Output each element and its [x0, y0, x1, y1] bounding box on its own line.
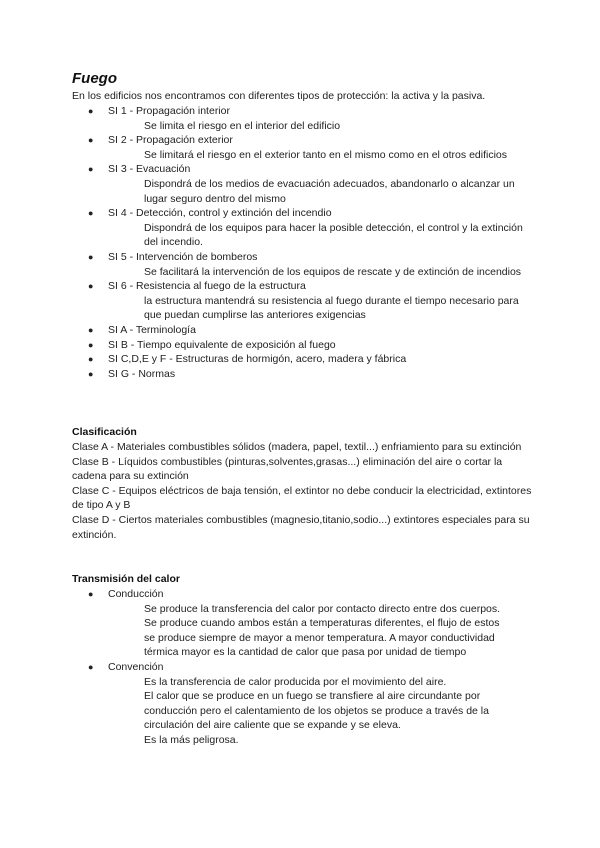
list-item: ● Conducción Se produce la transferencia del calor por contacto directo entre dos cuerpos. Se produce cuando ambos están a temperaturas diferentes, el flujo de estos se produce siempre de mayor a menor temperatura. A mayor conductividad térmica mayor es la cantidad de calor que pasa por unidad de tiempo [88, 588, 501, 659]
bullet-icon: ● [88, 324, 94, 335]
clasificacion-heading: Clasificación [72, 426, 137, 438]
list-item: ● SI 1 - Propagación interior Se limita el riesgo en el interior del edificio [88, 105, 341, 132]
bullet-icon: ● [88, 208, 94, 219]
transmision-heading: Transmisión del calor [72, 573, 180, 585]
list-item: ● SI 4 - Detección, control y extinción del incendio Dispondrá de los equipos para hacer la posible detección, el control y la extinción del incendio. [88, 207, 523, 249]
bullet-icon: ● [88, 251, 94, 262]
si-list [72, 104, 532, 381]
list-item: ● SI 5 - Intervención de bomberos Se facilitará la intervención de los equipos de rescate y de extinción de incendios [88, 250, 522, 278]
list-item: Clase C - Equipos eléctricos de baja tensión, el extintor no debe conducir la electricidad, extintores de tipo A y B [72, 484, 532, 512]
list-item: ● SI 6 - Resistencia al fuego de la estructura la estructura mantendrá su resistencia al fuego durante el tiempo necesario para que puedan cumplirse las anteriores exigencias [88, 280, 519, 322]
bullet-icon: ● [88, 368, 94, 379]
bullet-icon: ● [88, 589, 94, 599]
list-item: Clase A - Materiales combustibles sólidos (madera, papel, textil...) enfriamiento para su extinción [72, 441, 522, 453]
bullet-icon: ● [88, 339, 94, 350]
bullet-icon: ● [88, 281, 94, 292]
list-item: ● SI A - Terminología [88, 323, 196, 336]
bullet-icon: ● [88, 661, 94, 672]
bullet-icon: ● [88, 135, 94, 146]
list-item: ● SI G - Normas [88, 367, 176, 380]
list-item: ● Convención Es la transferencia de calor producida por el movimiento del aire. El calor que se produce en un fuego se transfiere al aire circundante por conducción pero el calentamiento de los objetos se produce a través de la circulación del aire caliente que se expande y se eleva. Es la más peligrosa. [88, 660, 489, 746]
intro-paragraph: En los edificios nos encontramos con diferentes tipos de protección: la activa y la pasiva. [72, 90, 486, 102]
list-item: Clase D - Ciertos materiales combustibles (magnesio,titanio,sodio...) extintores especiales para su extinción. [72, 513, 530, 541]
bullet-icon: ● [88, 354, 94, 365]
page-title: Fuego [72, 70, 117, 87]
list-item: Clase B - Líquidos combustibles (pinturas,solventes,grasas...) eliminación del aire o cortar la cadena para su extinción [72, 455, 503, 483]
list-item: ● SI B - Tiempo equivalente de exposición al fuego [88, 338, 336, 351]
transmision-list [72, 587, 532, 748]
clasificacion-list [72, 440, 532, 542]
list-item: ● SI 2 - Propagación exterior Se limitará el riesgo en el exterior tanto en el mismo como en el otros edificios [88, 134, 507, 161]
list-item: ● SI C,D,E y F - Estructuras de hormigón, acero, madera y fábrica [88, 353, 407, 366]
bullet-icon: ● [88, 106, 94, 116]
bullet-icon: ● [88, 164, 94, 175]
list-item: ● SI 3 - Evacuación Dispondrá de los medios de evacuación adecuados, abandonarlo o alcanzar un lugar seguro dentro del mismo [88, 163, 515, 205]
